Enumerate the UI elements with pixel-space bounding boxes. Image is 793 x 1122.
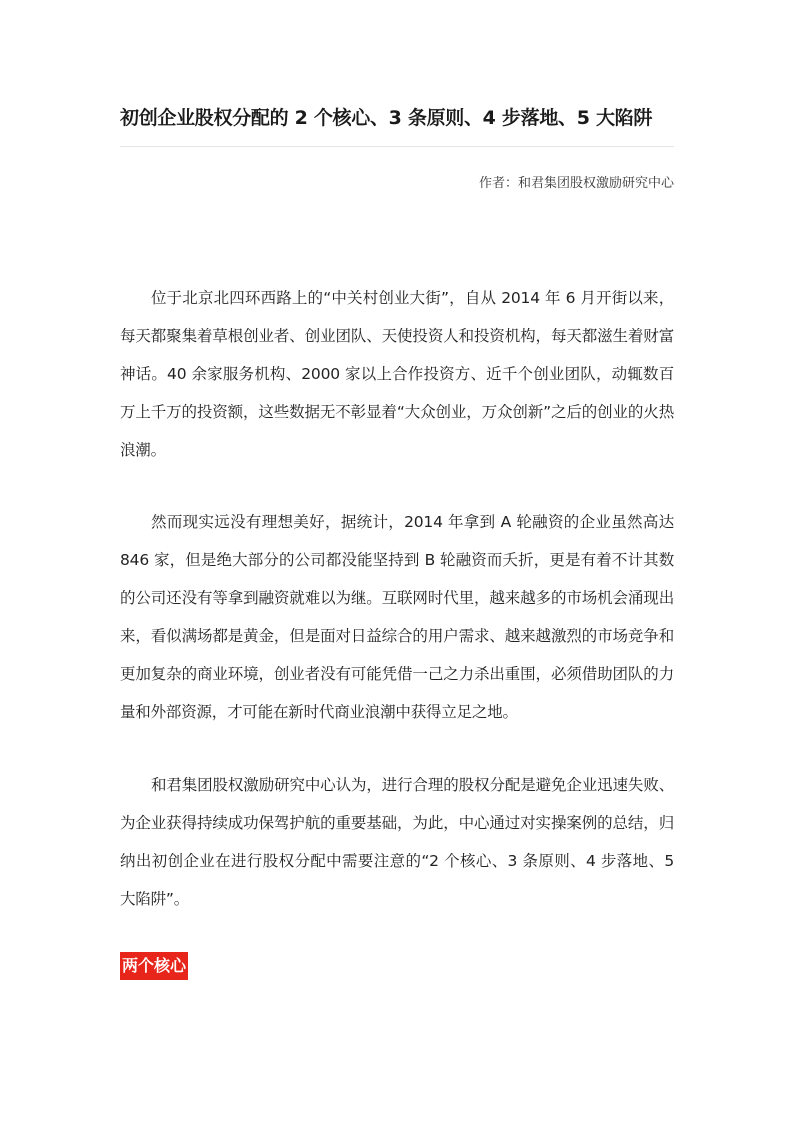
section-heading-badge: 两个核心 (120, 952, 188, 980)
article-author: 作者：和君集团股权激励研究中心 (478, 176, 674, 191)
title-divider (120, 146, 674, 147)
article-title: 初创企业股权分配的 2 个核心、3 条原则、4 步落地、5 大陷阱 (120, 107, 653, 129)
paragraph-3: 和君集团股权激励研究中心认为，进行合理的股权分配是避免企业迅速失败、为企业获得持续成功保驾护航的重要基础，为此，中心通过对实操案例的总结，归纳出初创企业在进行股权分配中需要注意的“2 个核心、3 条原则、4 步落地、5 大陷阱”。 (120, 776, 674, 908)
paragraph-2: 然而现实远没有理想美好，据统计，2014 年拿到 A 轮融资的企业虽然高达 846 家，但是绝大部分的公司都没能坚持到 B 轮融资而夭折，更是有着不计其数的公司还没有等拿到融资就难以为继。互联网时代里，越来越多的市场机会涌现出来，看似满场都是黄金，但是面对日益综合的用户需求、越来越激烈的市场竞争和更加复杂的商业环境，创业者没有可能凭借一己之力杀出重围，必须借助团队的力量和外部资源，才可能在新时代商业浪潮中获得立足之地。 (120, 513, 674, 721)
paragraph-1: 位于北京北四环西路上的“中关村创业大街”，自从 2014 年 6 月开街以来，每天都聚集着草根创业者、创业团队、天使投资人和投资机构，每天都滋生着财富神话。40 余家服务机构、2000 家以上合作投资方、近千个创业团队，动辄数百万上千万的投资额，这些数据无不彰显着“大众创业，万众创新”之后的创业的火热浪潮。 (120, 289, 674, 459)
